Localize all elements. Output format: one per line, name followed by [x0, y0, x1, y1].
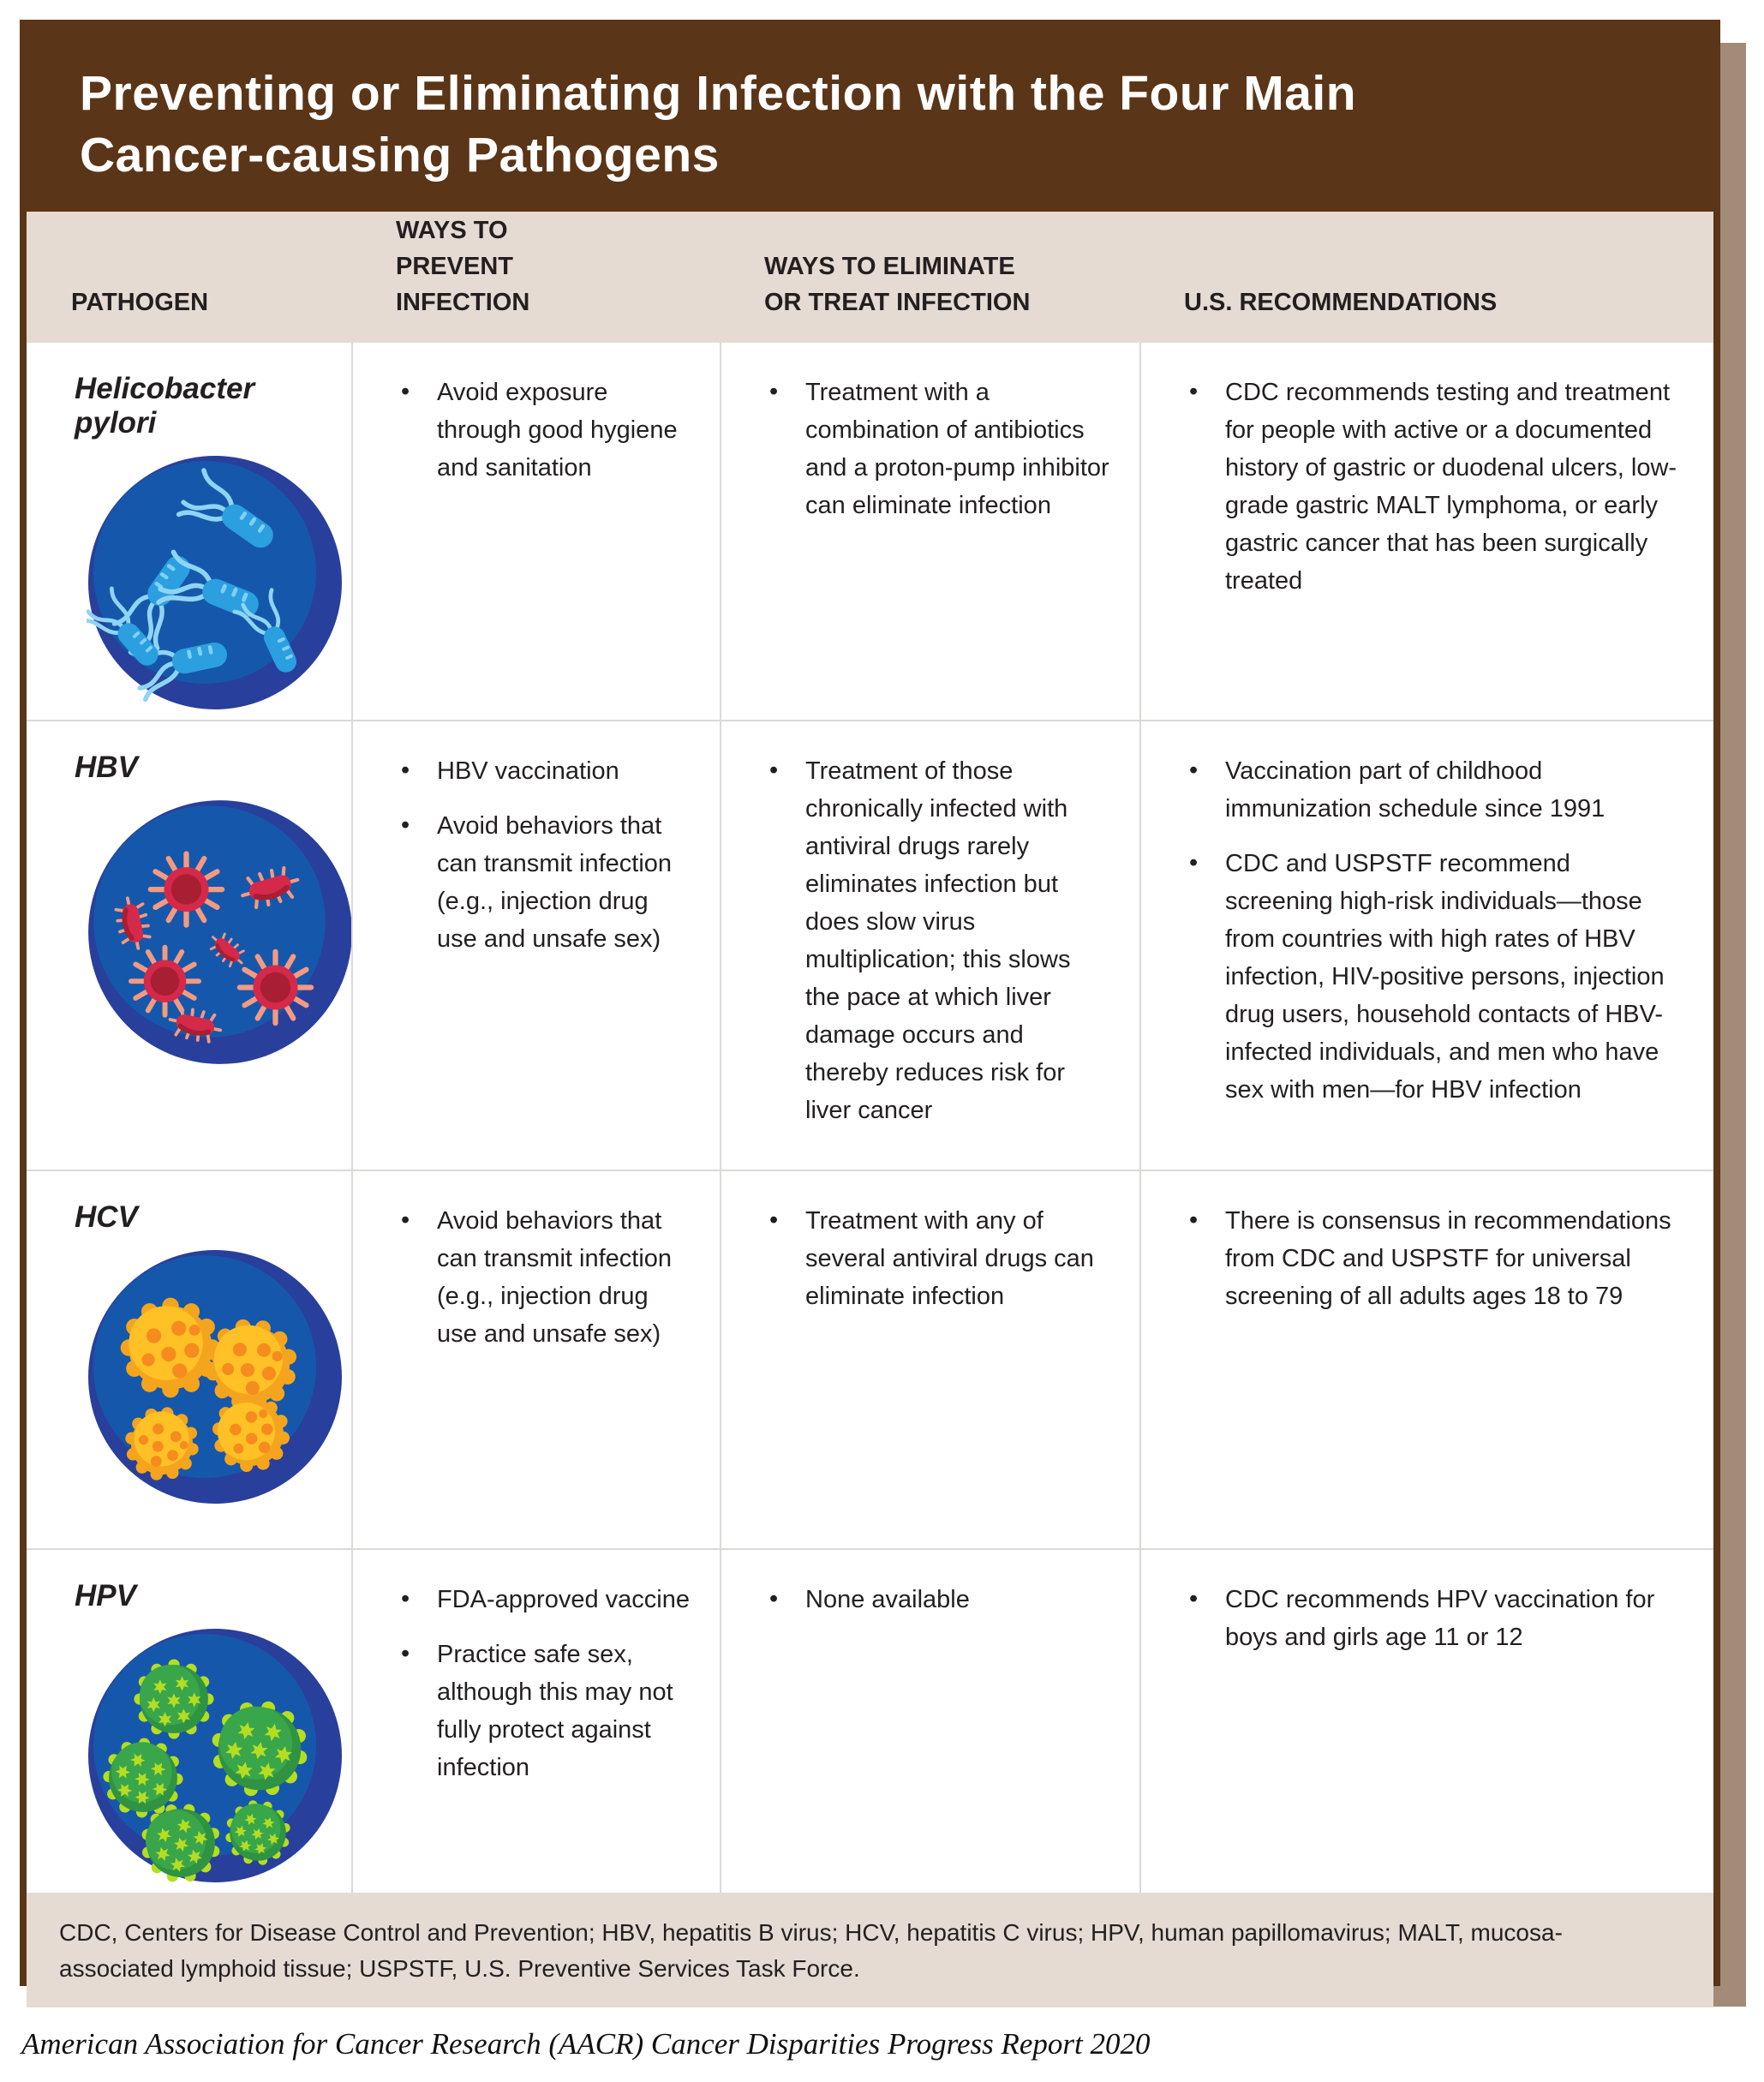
table-row-hbv — [27, 720, 1713, 1170]
prevent-list — [398, 1202, 691, 1353]
table-body — [27, 343, 1713, 1893]
page-title-line-2: Cancer-causing Pathogens — [80, 128, 720, 183]
table-header-row — [27, 212, 1713, 343]
bullet-item: • CDC recommends HPV vaccination for boys and girls age 11 or 12 — [1186, 1581, 1684, 1656]
recommendations-list — [1186, 1581, 1684, 1656]
table-row-helicobacter-pylori — [27, 343, 1713, 720]
prevent-cell — [351, 1550, 720, 1893]
column-header-recommendations: U.S. RECOMMENDATIONS — [1184, 288, 1498, 316]
treat-cell — [720, 1550, 1139, 1893]
bullet-item: • There is consensus in recommendations from CDC and USPSTF for universal screening of all adults ages 18 to 79 — [1186, 1202, 1684, 1315]
treat-list — [766, 752, 1110, 1129]
treat-list — [766, 374, 1110, 524]
pathogen-cell — [27, 1171, 351, 1548]
page-title — [80, 63, 1662, 187]
bullet-item: • CDC recommends testing and treatment for people with active or a documented history of gastric or duodenal ulcers, low-grade gastric MALT lymphoma, or early gastric cancer that has been surgically treated — [1186, 374, 1684, 600]
pathogen-cell — [27, 343, 351, 720]
pathogen-name: HCV — [75, 1200, 138, 1234]
table-row-hcv — [27, 1170, 1713, 1548]
recommendations-cell — [1139, 343, 1713, 720]
recommendations-list — [1186, 1202, 1684, 1315]
treat-list — [766, 1202, 1110, 1315]
column-header-eliminate: WAYS TO ELIMINATE OR TREAT INFECTION — [764, 252, 1031, 316]
prevent-list — [398, 752, 691, 958]
source-citation: American Association for Cancer Research (AACR) Cancer Disparities Progress Report 2020 — [21, 2027, 1151, 2061]
bullet-item: • Treatment with any of several antiviral drugs can eliminate infection — [766, 1202, 1110, 1315]
recommendations-list — [1186, 374, 1684, 600]
treat-cell — [720, 721, 1139, 1170]
treat-cell — [720, 1171, 1139, 1548]
bullet-item: • Treatment of those chronically infected with antiviral drugs rarely eliminates infection but does slow virus multiplication; this slows the pace at which liver damage occurs and thereby reduces risk for liver cancer — [766, 752, 1110, 1129]
abbreviations-footnote: CDC, Centers for Disease Control and Prevention; HBV, hepatitis B virus; HCV, hepatitis C virus; HPV, human papillomavirus; MALT, mucosa-associated lymphoid tissue; USPSTF, U.S. Preventive Services Task Force. — [27, 1893, 1713, 2007]
recommendations-cell — [1139, 1550, 1713, 1893]
bullet-item: • None available — [766, 1581, 1110, 1618]
recommendations-cell — [1139, 721, 1713, 1170]
treat-list — [766, 1581, 1110, 1618]
bullet-item: • HBV vaccination — [398, 752, 691, 790]
column-header-prevent: WAYS TO PREVENT INFECTION — [396, 216, 530, 316]
prevent-list — [398, 374, 691, 487]
prevent-cell — [351, 343, 720, 720]
page-title-line-1: Preventing or Eliminating Infection with the Four Main — [80, 66, 1357, 121]
hcv-virus-illustration — [87, 1248, 344, 1505]
pathogen-cell — [27, 721, 351, 1170]
bullet-item: • Avoid exposure through good hygiene and sanitation — [398, 374, 691, 487]
bullet-item: • FDA-approved vaccine — [398, 1581, 691, 1618]
pathogen-name: HPV — [75, 1579, 136, 1612]
pathogen-name: Helicobacter pylori — [75, 372, 255, 440]
treat-cell — [720, 343, 1139, 720]
recommendations-cell — [1139, 1171, 1713, 1548]
pathogen-cell — [27, 1550, 351, 1893]
h-pylori-bacteria-illustration — [87, 454, 344, 711]
bullet-item: • Avoid behaviors that can transmit infection (e.g., injection drug use and unsafe sex) — [398, 807, 691, 958]
prevent-cell — [351, 1171, 720, 1548]
bullet-item: • Practice safe sex, although this may not fully protect against infection — [398, 1636, 691, 1786]
column-header-pathogen: PATHOGEN — [71, 288, 209, 316]
infographic-panel — [20, 20, 1720, 1986]
bullet-item: • CDC and USPSTF recommend screening high-risk individuals—those from countries with high rates of HBV infection, HIV-positive persons, injection drug users, household contacts of HBV-infected individuals, and men who have sex with men—for HBV infection — [1186, 845, 1684, 1109]
bullet-item: • Avoid behaviors that can transmit infection (e.g., injection drug use and unsafe sex) — [398, 1202, 691, 1353]
table-row-hpv — [27, 1548, 1713, 1893]
recommendations-list — [1186, 752, 1684, 1109]
hpv-virus-illustration — [87, 1627, 344, 1884]
bullet-item: • Treatment with a combination of antibiotics and a proton-pump inhibitor can eliminate infection — [766, 374, 1110, 524]
bullet-item: • Vaccination part of childhood immunization schedule since 1991 — [1186, 752, 1684, 828]
hbv-virus-illustration — [87, 799, 354, 1066]
prevent-list — [398, 1581, 691, 1786]
title-bar — [27, 27, 1713, 212]
prevent-cell — [351, 721, 720, 1170]
pathogen-name: HBV — [75, 751, 138, 784]
